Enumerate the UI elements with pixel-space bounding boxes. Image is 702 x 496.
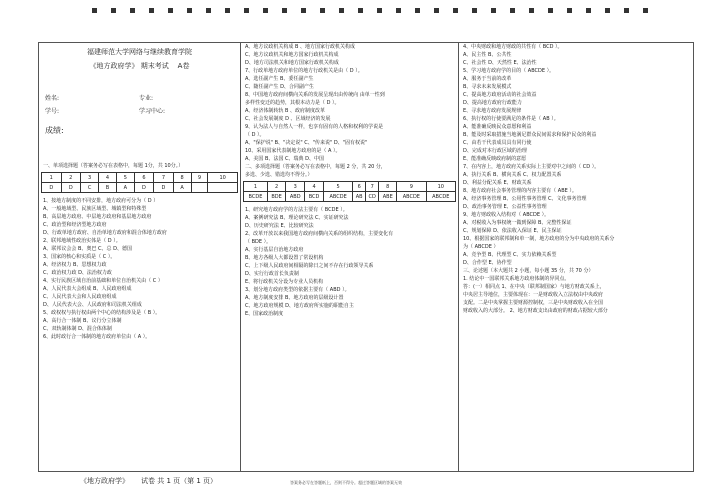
answer-cell: ABCDE: [397, 192, 426, 202]
question-line: C、由若干代表成员具有同行使: [463, 140, 532, 146]
answer-cell: CD: [365, 192, 378, 202]
question-line: 9、地方财政收入结构对（ ABCDE ）。: [463, 212, 550, 218]
question-line: A、经济事务管理 B、公用性事务管理 C、文化事务管理: [463, 196, 587, 202]
question-number-cell: 3: [286, 182, 305, 192]
question-number-cell: 1: [42, 173, 62, 183]
question-line: D、行政单地方政府、自治单地方政府和混合体地方政府: [43, 230, 167, 236]
question-number-cell: 1: [244, 182, 268, 192]
question-line: 10、采用国家代表制地方政府的是（ A ）。: [245, 148, 341, 154]
score-label: 成绩:: [45, 126, 64, 135]
question-line: A、能准确反映民众意愿和利益: [463, 124, 532, 130]
question-number-cell: 8: [173, 173, 191, 183]
question-line: 中央居主导地位，主要体现在：一是财政收入立法权由中央政府: [463, 292, 604, 298]
question-line: C、社会性 D、天然性 E、法治性: [463, 60, 537, 66]
question-line: D、利益分配关系 E、财政关系: [463, 180, 532, 186]
question-line: A、联邦议会会 B、奥巴 C、总 D、德国: [43, 246, 132, 252]
question-number-cell: 7: [365, 182, 378, 192]
answer-cell: [208, 183, 238, 193]
column-2: [241, 43, 459, 471]
answer-cell: C: [81, 183, 99, 193]
question-line: C、双轨制体制 D、混合体体制: [43, 326, 112, 332]
question-line: C、提高地方政府活动的社会效益: [463, 92, 537, 98]
question-number-cell: 8: [379, 182, 397, 192]
question-number-cell: 2: [267, 182, 285, 192]
question-line: D、完成对本行政区域的治理: [463, 148, 527, 154]
question-line: 4、实行民族区域自治前基础和单位自治机关由（ C ）: [43, 278, 163, 284]
question-line: C、社会发展制度 D 、区域经济的发展: [245, 116, 331, 122]
footer: [80, 476, 217, 486]
answer-cell: BCDE: [244, 192, 268, 202]
question-line: C、地方政府规模 D、地方政府所实施的职能自主: [245, 303, 354, 309]
question-line: 3、划分地方政府类型的依据主要有（ ABD ）。: [245, 287, 350, 293]
question-line: D、提高地方政府行政能力: [463, 100, 522, 106]
question-line: B、寻求未来发展模式: [463, 84, 512, 90]
question-line: A、竞争型 B、代理型 C、实力依赖关系型: [463, 252, 557, 258]
section1-answer-table: [41, 172, 238, 193]
question-line: 财政收入的大部分。 2、地方财政支出由政府的财政占据较大部分: [463, 308, 608, 314]
question-line: A、人民代表大会组成 B、人民政府组成: [43, 286, 132, 292]
answer-cell: D: [42, 183, 62, 193]
question-line: （ D ）。: [245, 132, 265, 138]
answer-cell: B: [99, 183, 117, 193]
question-line: 2、改革开放以来我国地方政府间横向关系的组织结构，主要变化有: [245, 231, 394, 237]
question-line: B、地方各级人大都设置了常设机构: [245, 255, 324, 261]
answer-cell: ABE: [379, 192, 397, 202]
question-line: C、政治型和经济型地方政府: [43, 222, 107, 228]
question-line: 3、国家的核心和实质是（ C ）。: [43, 254, 116, 260]
question-line: 6、此时政行合一体制的地方政府单位由（ A ）。: [43, 334, 151, 340]
question-line: C、地方议政机关和地方国家行政机关构成: [245, 52, 339, 58]
col1-questions: [39, 197, 240, 341]
question-line: 1. 结论中一国联邦关系地方政府体制的异同点。: [463, 276, 570, 282]
question-line: A、经济体制转轨 B 、政府制度改革: [245, 108, 326, 114]
question-line: C、人民代表大会和人民政府组成: [43, 294, 117, 300]
question-number-cell: 4: [99, 173, 117, 183]
question-line: A、服务于当前的改革: [463, 76, 512, 82]
question-line: 支配。二是中央掌握主要财源控制权，三是中央财政收入在全国: [463, 300, 604, 306]
question-line: 5、政权权与执行权由两个中心的结构涉及是（ B ）。: [43, 310, 161, 316]
question-line: D、实行行政首长负责制: [245, 271, 299, 277]
decor-square-row: [92, 8, 648, 13]
question-number-cell: 10: [208, 173, 238, 183]
answer-cell: D: [61, 183, 81, 193]
question-number-cell: 7: [154, 173, 174, 183]
answer-cell: ABD: [286, 192, 305, 202]
question-line: 8、中国地方政府间横向关系的发展呈现出由传统向 由单一性到: [245, 92, 385, 98]
answer-cell: ABCDE: [426, 192, 455, 202]
question-line: E、能准确反映政府制的意愿: [463, 156, 527, 162]
question-number-cell: 10: [426, 182, 455, 192]
question-line: B、高层地方政府、中层地方政府和基层地方政府: [43, 214, 152, 220]
question-line: A、地方议政机关构成 B 、地方国家行政机关构成: [245, 44, 356, 50]
question-line: 5、学习地方政府学的目的（ ABCDE ）。: [463, 68, 555, 74]
question-line: A、实行基层自治地方政府: [245, 247, 304, 253]
answer-cell: D: [154, 183, 174, 193]
question-line: 答：(一）相同点 1、在中央（联邦制国家）与地方财政关系上，: [463, 284, 605, 290]
question-line: E、寻求地方政府发展规律: [463, 108, 522, 114]
question-line: B、能及时采取措施当地满足群众民间需求和保护民众的利益: [463, 132, 597, 138]
question-line: D、政治事务管理 E、公益性事务管理: [463, 204, 547, 210]
col2-questions-2: [241, 206, 458, 318]
question-line: A、经济权力 B、思想权力政: [43, 262, 107, 268]
answer-cell: D: [134, 183, 154, 193]
question-line: D、地方司法机关和地方国家行政机关构成: [245, 60, 339, 66]
question-line: 6、执行权的行使要满足的条件是（ AB ）。: [463, 116, 559, 122]
question-number-cell: 5: [116, 173, 134, 183]
question-line: 1、按地方制度的不同安排，地方政府可分为（ D ）: [43, 198, 159, 204]
question-line: C、规划保障 D、依法收入保证 E、民主保证: [463, 228, 562, 234]
column-3: [459, 43, 695, 471]
question-line: 多选、少选、错选均不得分。）: [245, 172, 313, 178]
answer-cell: ABCDE: [323, 192, 352, 202]
question-line: E、国家政治制度: [245, 311, 284, 317]
col2-questions: [241, 43, 458, 179]
answer-cell: [191, 183, 208, 193]
question-line: A、执行关系 B、横向关系 C、权力配置关系: [463, 172, 562, 178]
question-number-cell: 9: [191, 173, 208, 183]
question-line: A、美国 B、法国 C、瑞典 D、中国: [245, 156, 324, 162]
question-line: 二、多项选择题（答案务必写在表格中，每题 2 分，共 20 分，: [245, 164, 386, 170]
question-line: 为（ ABCDE ）: [463, 244, 499, 250]
question-line: 7、在内容上，地方政府关系实际上主要对中之间的（ CD ）。: [463, 164, 600, 170]
question-line: 多样性变迁的趋势，其根本动力是（ D ）。: [245, 100, 340, 106]
question-line: C、随任副产生 D、合同副产生: [245, 84, 314, 90]
question-number-cell: 6: [134, 173, 154, 183]
question-line: 1、研究地方政府学的方法主要有（ BCDE ）。: [245, 207, 348, 213]
question-line: 4、中央财政和地方财政的共性有（ BCD ）。: [463, 44, 563, 50]
exam-sheet: [38, 42, 694, 472]
column-1: [39, 43, 241, 471]
question-number-cell: 6: [353, 182, 366, 192]
question-line: 10、根据国家的联邦制和单一制，地方政府的分为中央政府的关系分: [463, 236, 615, 242]
answer-cell: AB: [353, 192, 366, 202]
question-number-cell: 5: [323, 182, 352, 192]
question-line: （ BDE ）。: [245, 239, 272, 245]
answer-cell: BDE: [267, 192, 285, 202]
question-line: A、高行合一体制 B、议行分立体制: [43, 318, 122, 324]
question-line: C、政治权力政 D、法治权力政: [43, 270, 112, 276]
question-line: A、选任副产生 B、委任副产生: [245, 76, 314, 82]
footer-page-info: 试卷 共 1 页（第 1 页）: [141, 477, 218, 485]
name-major-row: 姓名: 专业:: [45, 95, 154, 102]
id-center-row: 学号: 学习中心:: [45, 108, 166, 115]
section1-title: 一、单项选择题（答案务必写在表格中，每题 1分，共 10分。）: [43, 163, 184, 169]
question-line: A、民主性 B、公共性: [463, 52, 512, 58]
question-line: A、地方制度安排 B、地方政府的层级设计置: [245, 295, 344, 301]
footer-note: 答案务必写在答题纸上，否则不得分。超过答题区域的答案无效: [290, 480, 402, 485]
question-number-cell: 2: [61, 173, 81, 183]
question-line: D、合作型 E、协作型: [463, 260, 512, 266]
question-line: A、对税收入为事权统一做到保障 B、完整性保证: [463, 220, 572, 226]
question-line: C、上下级人民政府间相隔的除日之间不存在行政领导关系: [245, 263, 374, 269]
question-line: 9、认为法人与自然人一样，也享有固有的人格和权利的学说是: [245, 124, 384, 130]
question-line: 7、行政单地方政府单位的地方行政机关是由（ D ）。: [245, 68, 363, 74]
answer-cell: BCD: [305, 192, 324, 202]
question-line: 8、地方政府社会事务管理的内容主要有（ ABE ）。: [463, 188, 577, 194]
section2-answer-table: [243, 181, 456, 202]
col3-questions: [459, 43, 695, 315]
question-line: D、人民代表大会、人民政府和司法机关组成: [43, 302, 142, 308]
question-number-cell: 9: [397, 182, 426, 192]
footer-course: 《地方政府学》: [80, 477, 129, 485]
question-line: D、历史研究法 E、比较研究法: [245, 223, 314, 229]
question-line: E、将行政机关分设为专业人员机构: [245, 279, 324, 285]
question-line: A、案例研究法 B、理论研究法 C、实证研究法: [245, 215, 349, 221]
question-number-cell: 3: [81, 173, 99, 183]
question-number-cell: 4: [305, 182, 324, 192]
answer-cell: A: [173, 183, 191, 193]
answer-cell: A: [116, 183, 134, 193]
question-line: A、"保护说" B、"决定说" C、"传来说" D、"固有权说": [245, 140, 368, 146]
school-name: 福建师范大学网络与继续教育学院: [87, 48, 192, 56]
question-line: 三、论述题（本大题共 2 小题，每小题 35 分，共 70 分）: [463, 268, 594, 274]
exam-title: 《地方政府学》 期末考试 A卷: [89, 62, 190, 70]
question-line: A、一般地域型、民族区域型、城镇型和特殊型: [43, 206, 147, 212]
question-line: 2、联邦地域性政治实体是（ D ）。: [43, 238, 121, 244]
